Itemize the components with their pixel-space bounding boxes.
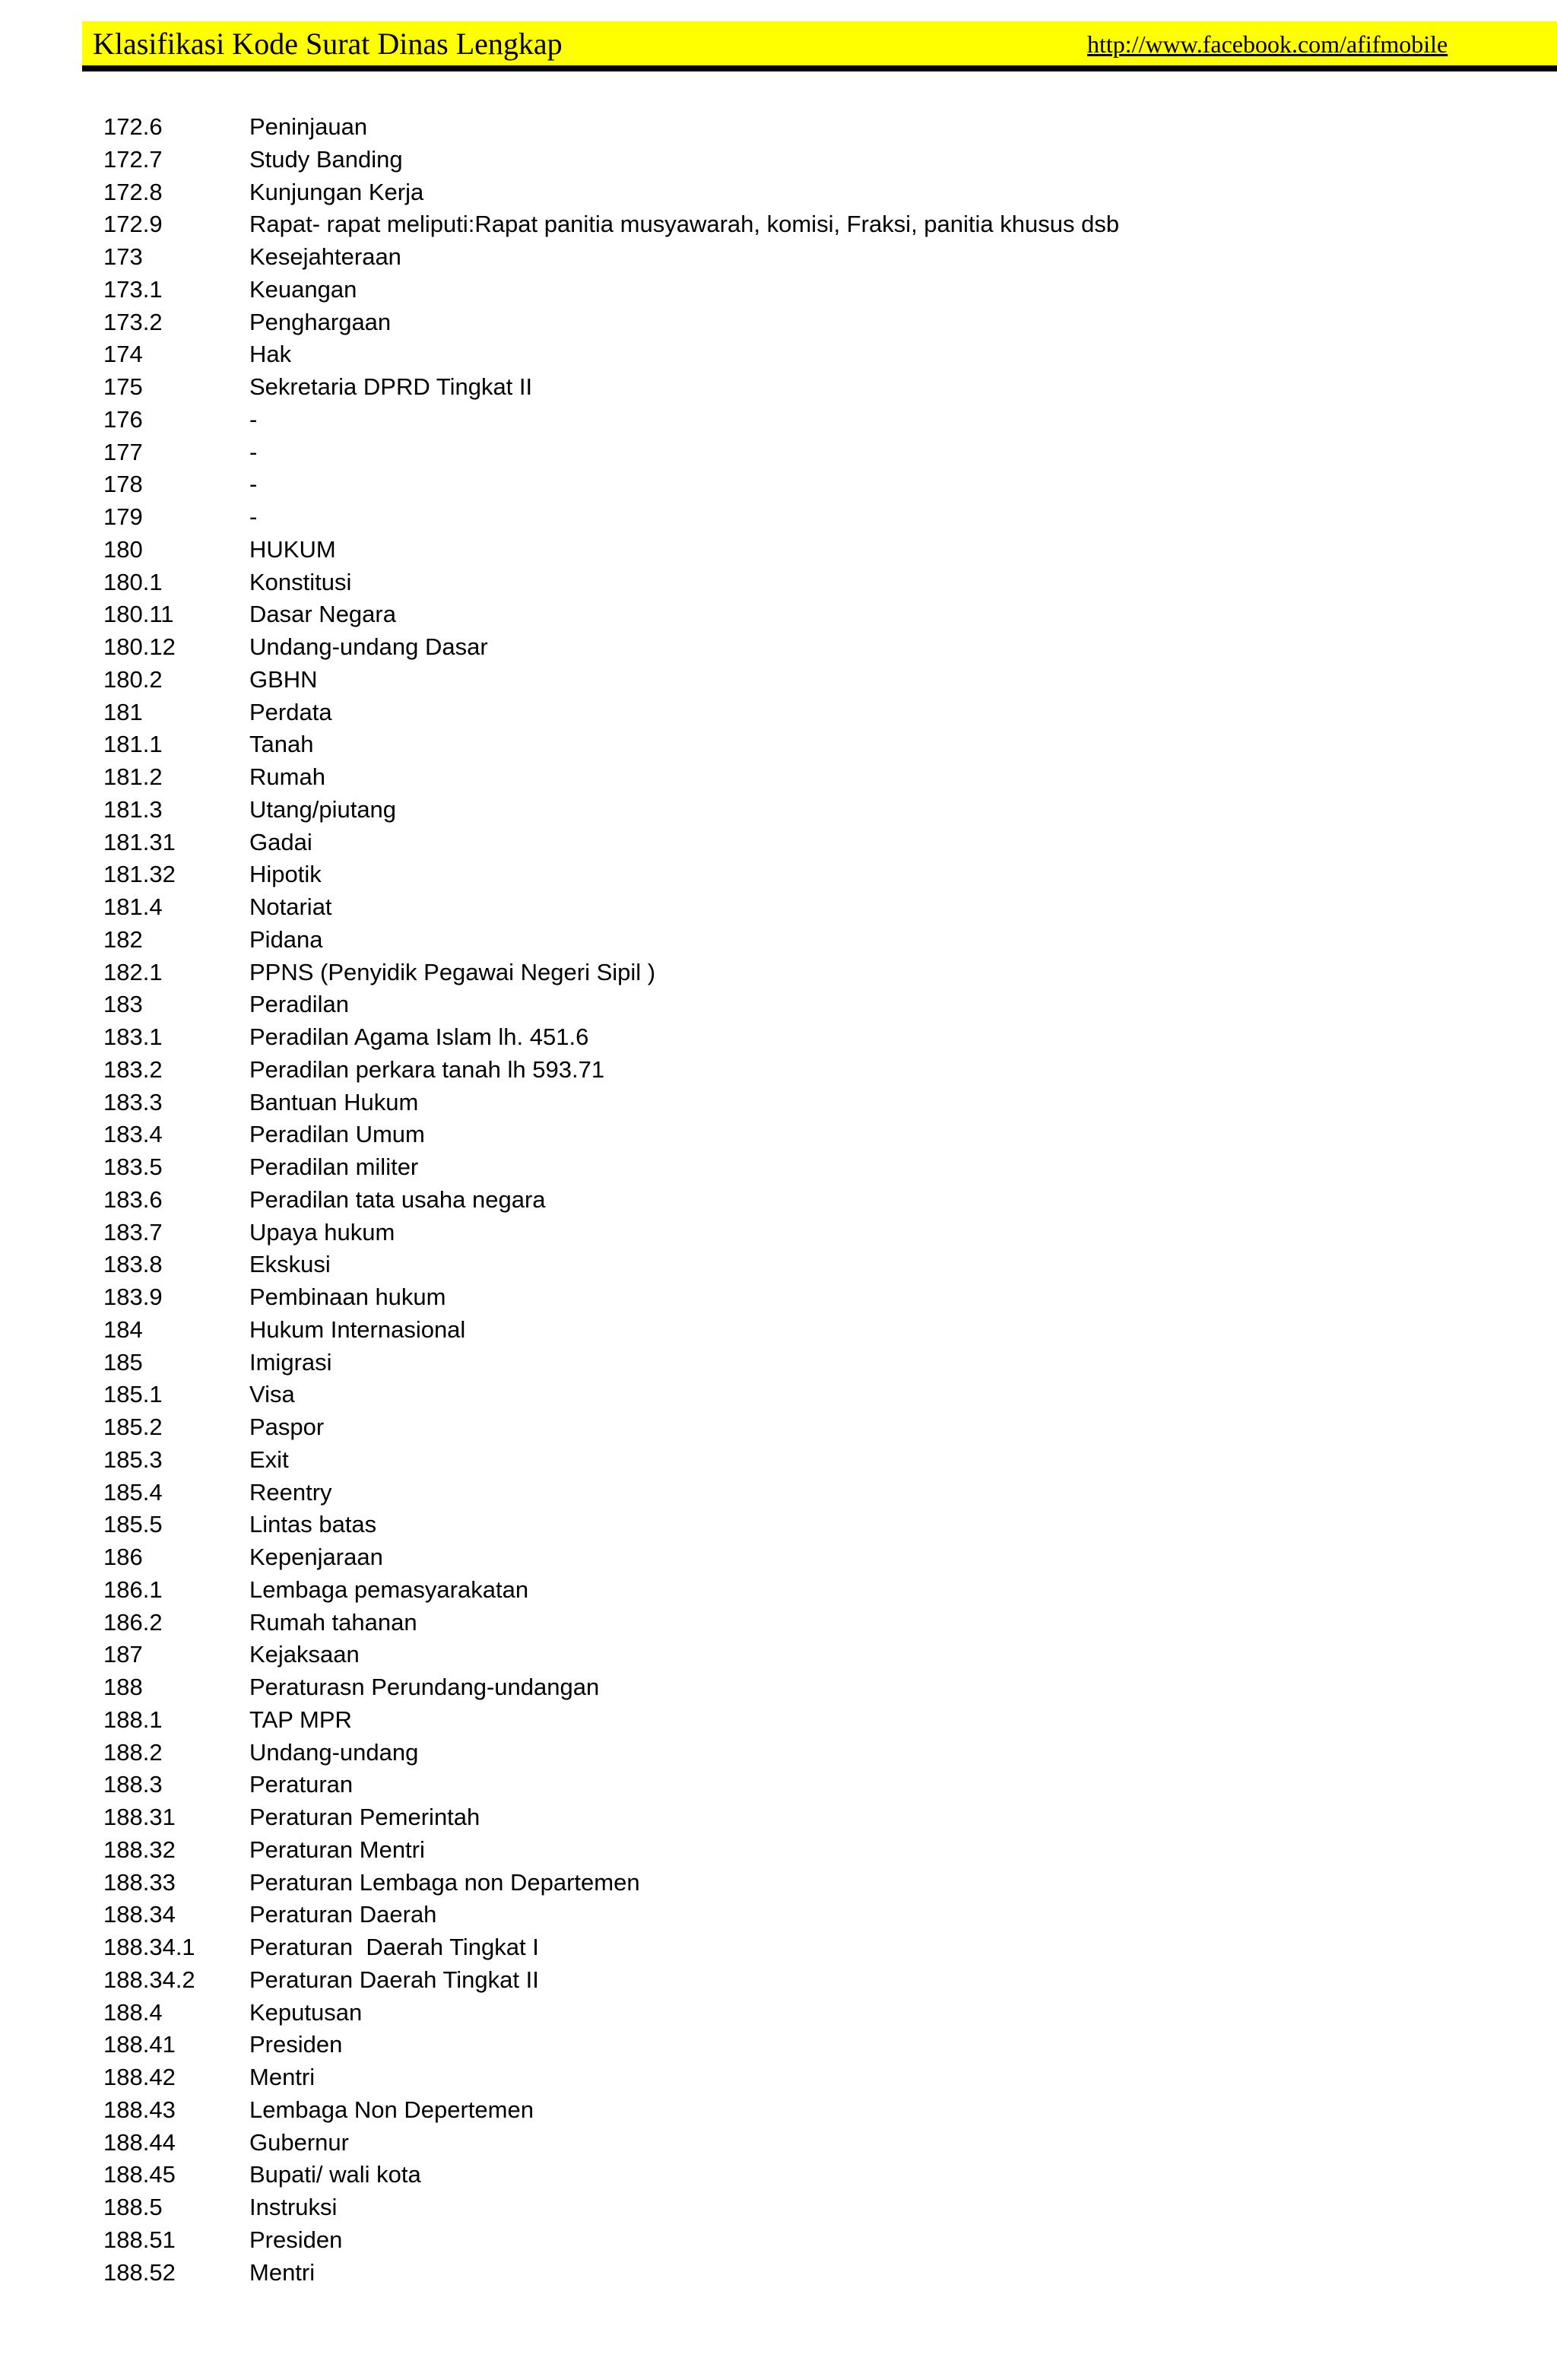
code-description: Sekretaria DPRD Tingkat II bbox=[249, 373, 533, 400]
code-description: Bantuan Hukum bbox=[249, 1088, 419, 1115]
list-item bbox=[103, 761, 1510, 794]
code-number: 185.3 bbox=[103, 1445, 163, 1473]
list-item bbox=[103, 1119, 1510, 1151]
list-item bbox=[103, 891, 1510, 924]
code-description: Instruksi bbox=[249, 2194, 338, 2220]
code-description: Paspor bbox=[249, 1414, 325, 1440]
code-number: 188.1 bbox=[103, 1706, 163, 1733]
code-number: 172.9 bbox=[103, 211, 163, 238]
code-description: Perdata bbox=[249, 698, 332, 725]
list-item bbox=[103, 306, 1510, 339]
code-number: 188.34 bbox=[103, 1901, 176, 1928]
code-description: Dasar Negara bbox=[249, 601, 396, 628]
list-item bbox=[103, 1281, 1510, 1314]
code-number: 181.3 bbox=[103, 795, 163, 823]
list-item bbox=[103, 1021, 1510, 1054]
code-description: Kesejahteraan bbox=[249, 243, 401, 270]
code-description: Peradilan bbox=[249, 991, 349, 1018]
list-item bbox=[103, 1867, 1510, 1899]
code-description: Konstitusi bbox=[249, 568, 352, 595]
list-item bbox=[103, 1217, 1510, 1249]
code-description: Gubernur bbox=[249, 2128, 349, 2156]
code-description: Presiden bbox=[249, 2031, 343, 2058]
list-item bbox=[103, 274, 1510, 306]
code-description: Peraturan Daerah Tingkat I bbox=[249, 1934, 539, 1960]
code-number: 188.4 bbox=[103, 1998, 163, 2026]
code-description: PPNS (Penyidik Pegawai Negeri Sipil ) bbox=[249, 958, 656, 985]
code-number: 183.1 bbox=[103, 1023, 163, 1050]
code-number: 183.2 bbox=[103, 1055, 163, 1083]
list-item bbox=[103, 1574, 1510, 1607]
list-item bbox=[103, 1477, 1510, 1509]
code-description: Rumah bbox=[249, 763, 325, 790]
list-item bbox=[103, 827, 1510, 859]
code-number: 185.2 bbox=[103, 1414, 163, 1440]
list-item bbox=[103, 1444, 1510, 1477]
code-number: 188.34.2 bbox=[103, 1966, 195, 1993]
code-description: Kunjungan Kerja bbox=[249, 178, 424, 205]
list-item bbox=[103, 2061, 1510, 2094]
code-description: Peraturasn Perundang-undangan bbox=[249, 1674, 600, 1700]
code-number: 180.11 bbox=[103, 601, 174, 628]
list-item bbox=[103, 1249, 1510, 1281]
code-number: 181.4 bbox=[103, 893, 163, 920]
list-item bbox=[103, 176, 1510, 209]
code-number: 174 bbox=[103, 341, 143, 368]
list-item bbox=[103, 1769, 1510, 1801]
code-description: Gadai bbox=[249, 828, 312, 855]
code-number: 188.2 bbox=[103, 1738, 163, 1766]
code-description: Upaya hukum bbox=[249, 1218, 395, 1246]
facebook-link[interactable]: http://www.facebook.com/afifmobile bbox=[1087, 30, 1448, 58]
code-number: 188.44 bbox=[103, 2128, 176, 2156]
code-description: - bbox=[249, 471, 258, 498]
code-number: 183.9 bbox=[103, 1284, 163, 1310]
code-description: Peninjauan bbox=[249, 113, 368, 140]
code-number: 181 bbox=[103, 698, 143, 725]
list-item bbox=[103, 2159, 1510, 2191]
code-description: Peradilan Agama Islam lh. 451.6 bbox=[249, 1023, 589, 1050]
code-description: Keputusan bbox=[249, 1998, 363, 2026]
code-description: Penghargaan bbox=[249, 308, 392, 335]
code-number: 183.6 bbox=[103, 1185, 163, 1213]
code-number: 181.31 bbox=[103, 828, 176, 855]
code-description: Study Banding bbox=[249, 145, 403, 173]
list-item bbox=[103, 1671, 1510, 1704]
code-description: - bbox=[249, 405, 258, 433]
list-item bbox=[103, 1737, 1510, 1769]
code-number: 182.1 bbox=[103, 958, 163, 985]
header-bar bbox=[82, 21, 1557, 71]
code-number: 177 bbox=[103, 438, 143, 465]
list-item bbox=[103, 664, 1510, 697]
code-number: 179 bbox=[103, 503, 143, 530]
code-number: 181.1 bbox=[103, 731, 163, 758]
list-item bbox=[103, 2029, 1510, 2061]
list-item bbox=[103, 794, 1510, 827]
list-item bbox=[103, 2224, 1510, 2257]
code-description: Mentri bbox=[249, 2258, 316, 2286]
code-number: 188.45 bbox=[103, 2161, 176, 2188]
code-number: 181.32 bbox=[103, 861, 176, 888]
code-description: Ekskusi bbox=[249, 1251, 331, 1278]
list-item bbox=[103, 1964, 1510, 1997]
code-number: 173 bbox=[103, 243, 143, 270]
code-description: Peraturan Pemerintah bbox=[249, 1804, 480, 1830]
list-item bbox=[103, 1347, 1510, 1379]
code-description: Tanah bbox=[249, 731, 314, 758]
code-number: 187 bbox=[103, 1641, 143, 1668]
list-item bbox=[103, 1541, 1510, 1574]
code-description: Utang/piutang bbox=[249, 795, 397, 823]
code-description: Hak bbox=[249, 341, 292, 368]
code-number: 175 bbox=[103, 373, 143, 400]
list-item bbox=[103, 2094, 1510, 2127]
code-number: 183.3 bbox=[103, 1088, 163, 1115]
document-title: Klasifikasi Kode Surat Dinas Lengkap bbox=[93, 27, 563, 61]
list-item bbox=[103, 534, 1510, 566]
code-description: Peraturan Daerah Tingkat II bbox=[249, 1966, 539, 1993]
code-number: 180.2 bbox=[103, 665, 163, 693]
code-number: 180.1 bbox=[103, 568, 163, 595]
list-item bbox=[103, 1054, 1510, 1087]
list-item bbox=[103, 2257, 1510, 2290]
list-item bbox=[103, 1997, 1510, 2029]
code-description: Exit bbox=[249, 1445, 289, 1473]
code-number: 172.8 bbox=[103, 178, 163, 205]
list-item bbox=[103, 2191, 1510, 2224]
list-item bbox=[103, 501, 1510, 534]
list-item bbox=[103, 436, 1510, 469]
code-number: 185.1 bbox=[103, 1381, 163, 1408]
code-description: Peraturan bbox=[249, 1771, 354, 1798]
code-number: 185.4 bbox=[103, 1478, 163, 1506]
code-description: Undang-undang Dasar bbox=[249, 633, 488, 660]
code-number: 188.33 bbox=[103, 1868, 176, 1896]
code-description: Lembaga pemasyarakatan bbox=[249, 1576, 529, 1603]
code-number: 180 bbox=[103, 535, 143, 563]
list-item bbox=[103, 858, 1510, 891]
code-number: 183.5 bbox=[103, 1154, 163, 1180]
code-number: 188.5 bbox=[103, 2194, 163, 2220]
list-item bbox=[103, 728, 1510, 761]
code-description: Lembaga Non Depertemen bbox=[249, 2096, 534, 2123]
list-item bbox=[103, 1509, 1510, 1541]
code-number: 173.1 bbox=[103, 275, 163, 303]
list-item bbox=[103, 1704, 1510, 1737]
code-number: 188.52 bbox=[103, 2258, 176, 2286]
list-item bbox=[103, 1379, 1510, 1411]
list-item bbox=[103, 1151, 1510, 1184]
list-item bbox=[103, 924, 1510, 957]
code-description: Pembinaan hukum bbox=[249, 1284, 446, 1310]
classification-code-list bbox=[103, 111, 1510, 2289]
code-description: Presiden bbox=[249, 2226, 343, 2253]
code-number: 180.12 bbox=[103, 633, 176, 660]
code-number: 181.2 bbox=[103, 763, 163, 790]
code-number: 186 bbox=[103, 1544, 143, 1570]
list-item bbox=[103, 1411, 1510, 1444]
code-number: 172.6 bbox=[103, 113, 163, 140]
list-item bbox=[103, 241, 1510, 274]
list-item bbox=[103, 631, 1510, 664]
list-item bbox=[103, 1314, 1510, 1347]
code-number: 182 bbox=[103, 925, 143, 953]
code-number: 188.32 bbox=[103, 1836, 176, 1863]
code-description: Peraturan Daerah bbox=[249, 1901, 437, 1928]
code-number: 188.41 bbox=[103, 2031, 176, 2058]
code-description: Peradilan tata usaha negara bbox=[249, 1185, 546, 1213]
code-description: - bbox=[249, 438, 258, 465]
code-description: Peraturan Mentri bbox=[249, 1836, 425, 1863]
code-number: 183.8 bbox=[103, 1251, 163, 1278]
code-number: 186.2 bbox=[103, 1608, 163, 1636]
list-item bbox=[103, 1639, 1510, 1671]
code-description: Visa bbox=[249, 1381, 295, 1408]
code-description: Peraturan Lembaga non Departemen bbox=[249, 1868, 640, 1896]
list-item bbox=[103, 1931, 1510, 1964]
list-item bbox=[103, 1607, 1510, 1639]
list-item bbox=[103, 208, 1510, 241]
code-number: 185 bbox=[103, 1348, 143, 1376]
code-number: 188.34.1 bbox=[103, 1934, 195, 1960]
code-number: 188.31 bbox=[103, 1804, 176, 1830]
code-number: 188 bbox=[103, 1674, 143, 1700]
code-description: Undang-undang bbox=[249, 1738, 419, 1766]
list-item bbox=[103, 1834, 1510, 1867]
code-description: Imigrasi bbox=[249, 1348, 332, 1376]
code-description: Pidana bbox=[249, 925, 323, 953]
list-item bbox=[103, 144, 1510, 176]
list-item bbox=[103, 1087, 1510, 1119]
code-description: Peradilan perkara tanah lh 593.71 bbox=[249, 1055, 605, 1083]
list-item bbox=[103, 1184, 1510, 1217]
code-number: 188.43 bbox=[103, 2096, 176, 2123]
list-item bbox=[103, 371, 1510, 404]
list-item bbox=[103, 111, 1510, 144]
code-description: - bbox=[249, 503, 258, 530]
code-description: Rapat- rapat meliputi:Rapat panitia musyawarah, komisi, Fraksi, panitia khusus dsb bbox=[249, 211, 1120, 238]
list-item bbox=[103, 566, 1510, 599]
code-description: Hipotik bbox=[249, 861, 322, 888]
code-description: Mentri bbox=[249, 2064, 316, 2090]
code-number: 178 bbox=[103, 471, 143, 498]
list-item bbox=[103, 598, 1510, 631]
code-description: Reentry bbox=[249, 1478, 332, 1506]
code-number: 184 bbox=[103, 1315, 143, 1343]
code-description: Keuangan bbox=[249, 275, 357, 303]
code-number: 183 bbox=[103, 991, 143, 1018]
code-description: GBHN bbox=[249, 665, 318, 693]
code-description: Notariat bbox=[249, 893, 332, 920]
list-item bbox=[103, 988, 1510, 1021]
code-number: 183.4 bbox=[103, 1121, 163, 1148]
code-description: TAP MPR bbox=[249, 1706, 352, 1733]
list-item bbox=[103, 957, 1510, 989]
code-description: Hukum Internasional bbox=[249, 1315, 466, 1343]
list-item bbox=[103, 468, 1510, 501]
list-item bbox=[103, 2127, 1510, 2159]
code-number: 186.1 bbox=[103, 1576, 163, 1603]
code-number: 173.2 bbox=[103, 308, 163, 335]
code-description: Lintas batas bbox=[249, 1511, 377, 1538]
code-number: 185.5 bbox=[103, 1511, 163, 1538]
code-description: Peradilan Umum bbox=[249, 1121, 425, 1148]
code-number: 188.3 bbox=[103, 1771, 163, 1798]
code-number: 172.7 bbox=[103, 145, 163, 173]
list-item bbox=[103, 697, 1510, 729]
code-description: Bupati/ wali kota bbox=[249, 2161, 421, 2188]
code-number: 183.7 bbox=[103, 1218, 163, 1246]
list-item bbox=[103, 338, 1510, 371]
list-item bbox=[103, 1801, 1510, 1834]
code-description: Rumah tahanan bbox=[249, 1608, 417, 1636]
code-number: 188.42 bbox=[103, 2064, 176, 2090]
list-item bbox=[103, 404, 1510, 436]
code-description: HUKUM bbox=[249, 535, 336, 563]
code-description: Kejaksaan bbox=[249, 1641, 360, 1668]
code-number: 176 bbox=[103, 405, 143, 433]
list-item bbox=[103, 1899, 1510, 1931]
code-description: Peradilan militer bbox=[249, 1154, 419, 1180]
code-number: 188.51 bbox=[103, 2226, 176, 2253]
code-description: Kepenjaraan bbox=[249, 1544, 383, 1570]
